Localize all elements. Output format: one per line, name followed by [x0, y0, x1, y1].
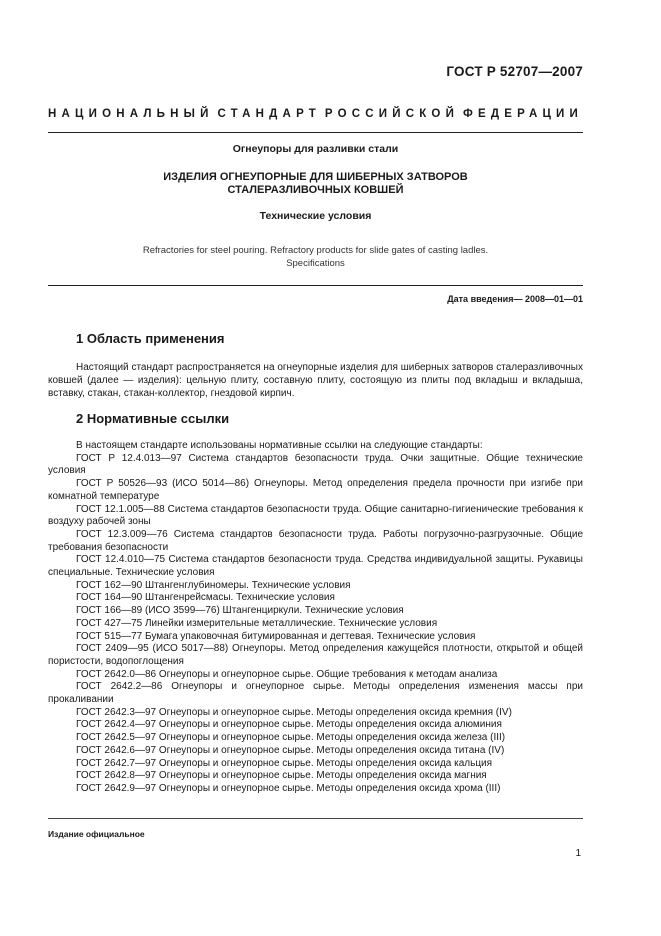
reference-item: ГОСТ 12.1.005—88 Система стандартов безопасности труда. Общие санитарно-гигиенические требования к воздуху рабочей зоны: [48, 503, 583, 528]
reference-item: ГОСТ Р 50526—93 (ИСО 5014—86) Огнеупоры. Метод определения предела прочности при изгибе при комнатной температуре: [48, 478, 583, 502]
page-number: 1: [575, 848, 581, 859]
reference-item: ГОСТ 2642.9—97 Огнеупоры и огнеупорное сырье. Методы определения оксида хрома (III): [76, 782, 501, 794]
tech-conditions-label: Технические условия: [259, 210, 372, 222]
reference-item: ГОСТ 12.3.009—76 Система стандартов безопасности труда. Работы погрузочно-разгрузочные. Общие требования безопасности: [48, 528, 583, 553]
title-line-2: СТАЛЕРАЗЛИВОЧНЫХ КОВШЕЙ: [227, 184, 404, 196]
section-2-heading: 2 Нормативные ссылки: [76, 411, 230, 426]
reference-item: ГОСТ 12.4.010—75 Система стандартов безопасности труда. Средства индивидуальной защиты. Рукавицы специальные. Технические условия: [48, 554, 583, 579]
reference-item: ГОСТ 515—77 Бумага упаковочная битумированная и дегтевая. Технические условия: [76, 630, 476, 642]
reference-item: ГОСТ Р 12.4.013—97 Система стандартов безопасности труда. Очки защитные. Общие технические условия: [48, 452, 583, 477]
reference-item: ГОСТ 2642.0—86 Огнеупоры и огнеупорное сырье. Общие требования к методам анализа: [76, 668, 498, 680]
top-divider: [48, 132, 583, 133]
introduction-date: Дата введения— 2008—01—01: [447, 294, 583, 304]
reference-item: ГОСТ 2409—95 (ИСО 5017—88) Огнеупоры. Метод определения кажущейся плотности, открытой и общей пористости, водопоглощения: [48, 643, 583, 667]
edition-label: Издание официальное: [48, 829, 145, 839]
english-title-line-2: Specifications: [286, 258, 345, 269]
references-intro: В настоящем стандарте использованы нормативные ссылки на следующие стандарты:: [76, 440, 483, 451]
banner-word-1: НАЦИОНАЛЬНЫЙ: [48, 108, 214, 120]
title-block-divider: [48, 285, 583, 286]
reference-item: ГОСТ 2642.8—97 Огнеупоры и огнеупорное сырье. Методы определения оксида магния: [76, 770, 487, 782]
standard-title: [48, 171, 583, 197]
reference-item: ГОСТ 166—89 (ИСО 3599—76) Штангенциркули. Технические условия: [76, 605, 404, 617]
reference-item: ГОСТ 162—90 Штангенглубиномеры. Технические условия: [76, 579, 351, 591]
title-line-1: ИЗДЕЛИЯ ОГНЕУПОРНЫЕ ДЛЯ ШИБЕРНЫХ ЗАТВОРОВ: [163, 171, 468, 183]
section-1-text: Настоящий стандарт распространяется на огнеупорные изделия для шиберных затворов сталеразливочных ковшей (далее — изделия): цельную плиту, составную плиту, состоящую из плиты под вкладыш и вкладыша, вставку, стакан, стакан-коллектор, гнездовой кирпич.: [48, 362, 583, 399]
footer-divider: [48, 818, 583, 819]
reference-item: ГОСТ 427—75 Линейки измерительные металлические. Технические условия: [76, 617, 438, 629]
standard-subject: Огнеупоры для разливки стали: [232, 143, 399, 155]
reference-item: ГОСТ 164—90 Штангенрейсмасы. Технические условия: [76, 592, 335, 604]
banner-word-4: ФЕДЕРАЦИИ: [462, 108, 583, 120]
english-title-line-1: Refractories for steel pouring. Refractory products for slide gates of casting ladles.: [142, 245, 489, 256]
reference-item: ГОСТ 2642.3—97 Огнеупоры и огнеупорное сырье. Методы определения оксида кремния (IV): [76, 706, 512, 718]
national-standard-banner: [48, 108, 583, 120]
reference-item: ГОСТ 2642.2—86 Огнеупоры и огнеупорное сырье. Методы определения изменения массы при прокаливании: [48, 681, 583, 706]
reference-item: ГОСТ 2642.7—97 Огнеупоры и огнеупорное сырье. Методы определения оксида кальция: [76, 757, 493, 769]
section-1-heading: 1 Область применения: [76, 331, 225, 346]
normative-references-list: [48, 440, 583, 796]
english-title: [48, 244, 583, 270]
document-code: ГОСТ Р 52707—2007: [446, 64, 583, 79]
banner-word-3: РОССИЙСКОЙ: [324, 108, 460, 120]
reference-item: ГОСТ 2642.5—97 Огнеупоры и огнеупорное сырье. Методы определения оксида железа (III): [76, 732, 506, 744]
banner-word-2: СТАНДАРТ: [217, 108, 322, 120]
reference-item: ГОСТ 2642.6—97 Огнеупоры и огнеупорное сырье. Методы определения оксида титана (IV): [76, 744, 505, 756]
reference-item: ГОСТ 2642.4—97 Огнеупоры и огнеупорное сырье. Методы определения оксида алюминия: [76, 719, 502, 731]
